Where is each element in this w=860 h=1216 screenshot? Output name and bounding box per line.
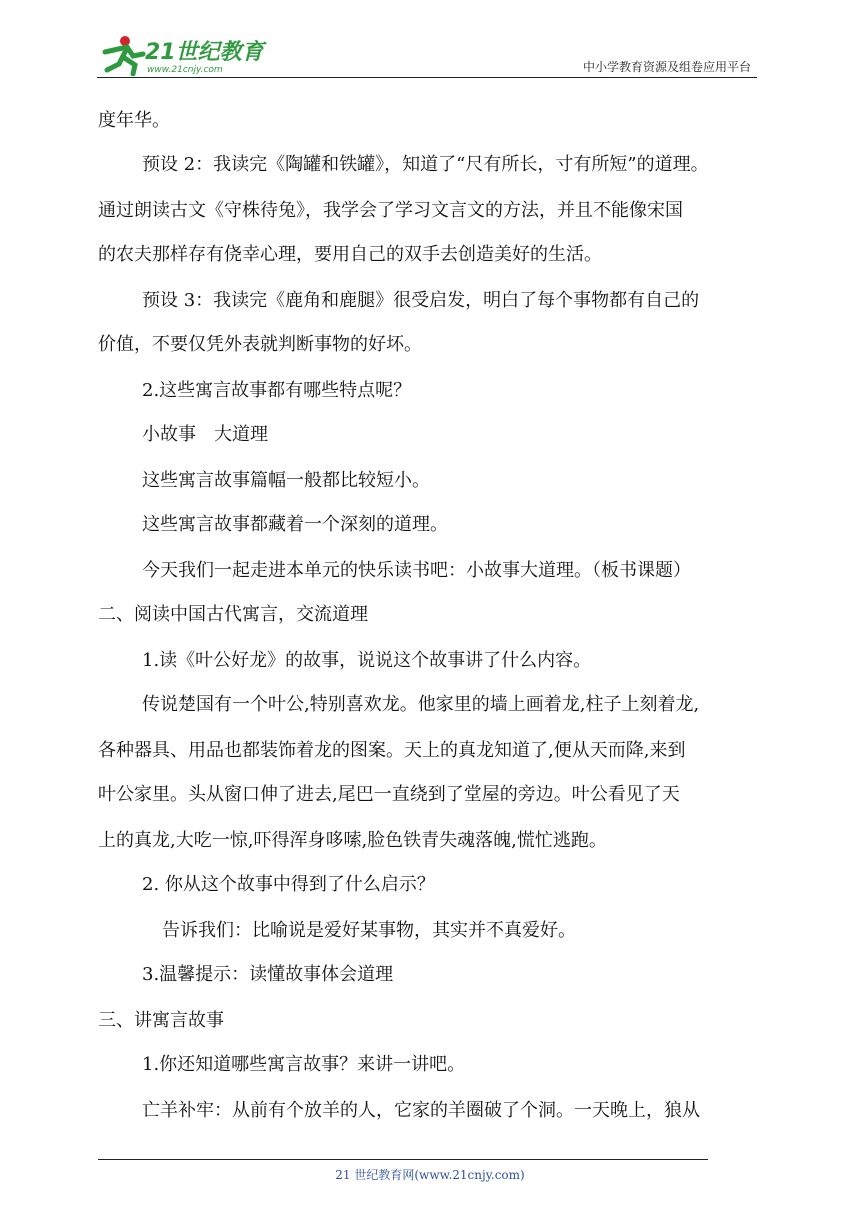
- text-line: 的农夫那样存有侥幸心理，要用自己的双手去创造美好的生活。: [98, 244, 602, 265]
- text-line: 这些寓言故事都藏着一个深刻的道理。: [142, 514, 448, 535]
- running-figure-icon: [105, 36, 143, 74]
- text-line: 告诉我们：比喻说是爱好某事物，其实并不真爱好。: [162, 920, 576, 941]
- text-line: 度年华。: [98, 110, 170, 131]
- text-line: 1.读《叶公好龙》的故事，说说这个故事讲了什么内容。: [142, 650, 592, 671]
- text-line: 通过朗读古文《守株待兔》，我学会了学习文言文的方法，并且不能像宋国: [98, 200, 683, 221]
- text-line: 亡羊补牢：从前有个放羊的人，它家的羊圈破了个洞。一天晚上，狼从: [142, 1100, 700, 1121]
- header-divider: [97, 77, 757, 78]
- text-line: 价值，不要仅凭外表就判断事物的好坏。: [98, 334, 422, 355]
- text-line: 2. 你从这个故事中得到了什么启示？: [142, 874, 435, 895]
- logo: [97, 32, 272, 76]
- text-line: 小故事 大道理: [142, 424, 268, 445]
- logo-url: www.21cnjy.com: [147, 65, 223, 75]
- text-line: 今天我们一起走进本单元的快乐读书吧：小故事大道理。（板书课题）: [142, 560, 691, 581]
- text-line: 叶公家里。头从窗口伸了进去,尾巴一直绕到了堂屋的旁边。叶公看见了天: [98, 784, 680, 805]
- text-line: 3.温馨提示：读懂故事体会道理: [142, 964, 394, 985]
- text-line: 预设 2：我读完《陶罐和铁罐》，知道了“尺有所长，寸有所短”的道理。: [142, 154, 709, 175]
- text-line: 预设 3：我读完《鹿角和鹿腿》很受启发，明白了每个事物都有自己的: [142, 290, 700, 311]
- section-heading: 三、讲寓言故事: [98, 1010, 224, 1031]
- logo-text: 21世纪教育: [145, 40, 264, 65]
- text-line: 上的真龙,大吃一惊,吓得浑身哆嗦,脸色铁青失魂落魄,慌忙逃跑。: [98, 830, 607, 851]
- text-line: 2.这些寓言故事都有哪些特点呢？: [142, 380, 412, 401]
- text-line: 1.你还知道哪些寓言故事？来讲一讲吧。: [142, 1054, 466, 1075]
- page-header: [97, 28, 757, 84]
- text-line: 各种器具、用品也都装饰着龙的图案。天上的真龙知道了,便从天而降,来到: [98, 740, 686, 761]
- footer-text: 21 世纪教育网(www.21cnjy.com): [335, 1168, 525, 1182]
- text-line: 传说楚国有一个叶公,特别喜欢龙。他家里的墙上画着龙,柱子上刻着龙,: [142, 694, 700, 715]
- footer-divider: [98, 1159, 708, 1160]
- platform-name: 中小学教育资源及组卷应用平台: [582, 60, 751, 74]
- text-line: 这些寓言故事篇幅一般都比较短小。: [142, 470, 430, 491]
- section-heading: 二、阅读中国古代寓言，交流道理: [98, 604, 368, 625]
